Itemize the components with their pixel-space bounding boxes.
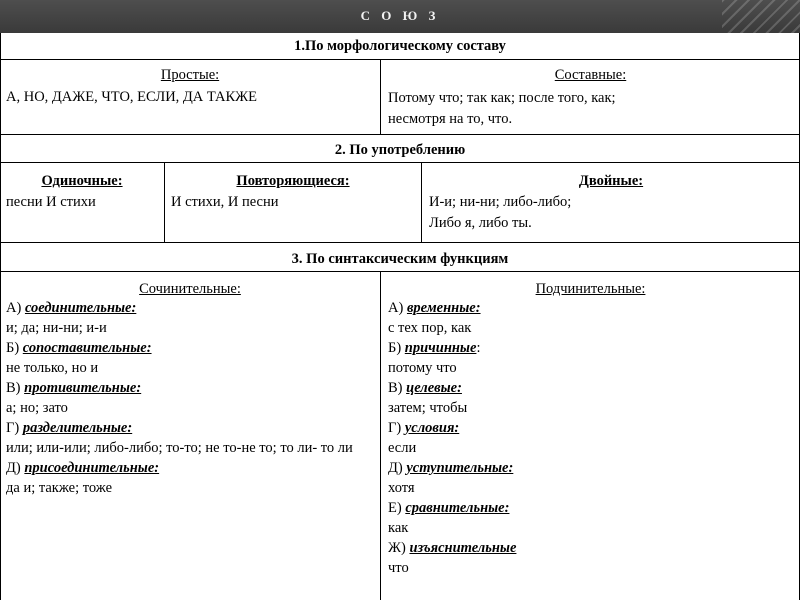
item-colon: :	[476, 340, 481, 356]
coordinating-type	[6, 458, 376, 478]
coordinating-example: и; да; ни-ни; и-и	[6, 320, 107, 336]
subordinating-example: хотя	[388, 480, 415, 496]
subordinating-example: что	[388, 560, 409, 576]
item-prefix: Д)	[6, 460, 25, 476]
decorative-stripes	[722, 0, 800, 33]
item-label: сопоставительные:	[22, 340, 152, 356]
section2-col3-line: И-и; ни-ни; либо-либо;	[429, 194, 572, 210]
item-prefix: В)	[388, 380, 407, 396]
subordinating-type	[388, 338, 793, 358]
subordinating-type	[388, 378, 793, 398]
item-label: целевые:	[406, 380, 462, 396]
subordinating-type	[388, 298, 793, 318]
row-divider	[0, 59, 800, 60]
section2-col1-heading: Одиночные:	[41, 173, 123, 189]
subordinating-example: потому что	[388, 360, 457, 376]
coordinating-example: да и; также; тоже	[6, 480, 113, 496]
item-prefix: Б)	[388, 340, 405, 356]
subordinating-example: с тех пор, как	[388, 320, 472, 336]
item-prefix: Д)	[388, 460, 407, 476]
coordinating-list	[6, 298, 376, 498]
item-prefix: А)	[388, 300, 407, 316]
row-divider	[0, 134, 800, 135]
column-divider	[380, 271, 381, 600]
item-label: причинные	[404, 340, 477, 356]
subordinating-type	[388, 458, 793, 478]
item-prefix: Ж)	[388, 540, 410, 556]
subordinating-list	[388, 298, 793, 578]
title-bar	[0, 0, 800, 33]
section2-col3-line: Либо я, либо ты.	[429, 215, 532, 231]
item-label: соединительные:	[24, 300, 137, 316]
item-label: уступительные:	[406, 460, 514, 476]
page-title: С О Ю З	[360, 8, 440, 23]
coordinating-type	[6, 298, 376, 318]
coordinating-example: а; но; зато	[6, 400, 68, 416]
subordinating-example: затем; чтобы	[388, 400, 468, 416]
item-prefix: Е)	[388, 500, 406, 516]
item-label: присоединительные:	[24, 460, 160, 476]
row-divider	[0, 271, 800, 272]
subordinating-type	[388, 418, 793, 438]
item-label: противительные:	[24, 380, 142, 396]
section1-left-heading: Простые:	[160, 67, 220, 83]
item-label: временные:	[406, 300, 481, 316]
coordinating-type	[6, 378, 376, 398]
table-border-left	[0, 33, 1, 600]
coordinating-example: или; или-или; либо-либо; то-то; не то-не то; то ли- то ли	[6, 440, 353, 456]
section2-col1-text: песни И стихи	[6, 194, 96, 210]
section1-header: 1.По морфологическому составу	[294, 38, 506, 54]
item-prefix: Б)	[6, 340, 23, 356]
section2-col2-text: И стихи, И песни	[171, 194, 279, 210]
coordinating-type	[6, 418, 376, 438]
section1-right-line: Потому что; так как; после того, как;	[388, 90, 616, 106]
section1-left-text: А, НО, ДАЖЕ, ЧТО, ЕСЛИ, ДА ТАКЖЕ	[6, 89, 258, 105]
section2-col3-heading: Двойные:	[578, 173, 644, 189]
coordinating-type	[6, 338, 376, 358]
item-label: разделительные:	[22, 420, 133, 436]
subordinating-example: как	[388, 520, 409, 536]
section3-header: 3. По синтаксическим функциям	[291, 251, 509, 267]
row-divider	[0, 162, 800, 163]
item-prefix: Г)	[388, 420, 405, 436]
subordinating-type	[388, 538, 793, 558]
subordinating-example: если	[388, 440, 417, 456]
section2-header: 2. По употреблению	[334, 142, 466, 158]
item-label: условия:	[404, 420, 460, 436]
item-prefix: А)	[6, 300, 25, 316]
section3-left-heading: Сочинительные:	[139, 281, 241, 297]
section1-right-heading: Составные:	[554, 67, 627, 83]
row-divider	[0, 242, 800, 243]
subordinating-type	[388, 498, 793, 518]
section1-right-line: несмотря на то, что.	[388, 111, 513, 127]
coordinating-example: не только, но и	[6, 360, 99, 376]
item-label: сравнительные:	[405, 500, 510, 516]
section2-col2-heading: Повторяющиеся:	[236, 173, 350, 189]
item-prefix: В)	[6, 380, 25, 396]
item-prefix: Г)	[6, 420, 23, 436]
section3-right-heading: Подчинительные:	[535, 281, 646, 297]
item-label: изъяснительные	[409, 540, 517, 556]
